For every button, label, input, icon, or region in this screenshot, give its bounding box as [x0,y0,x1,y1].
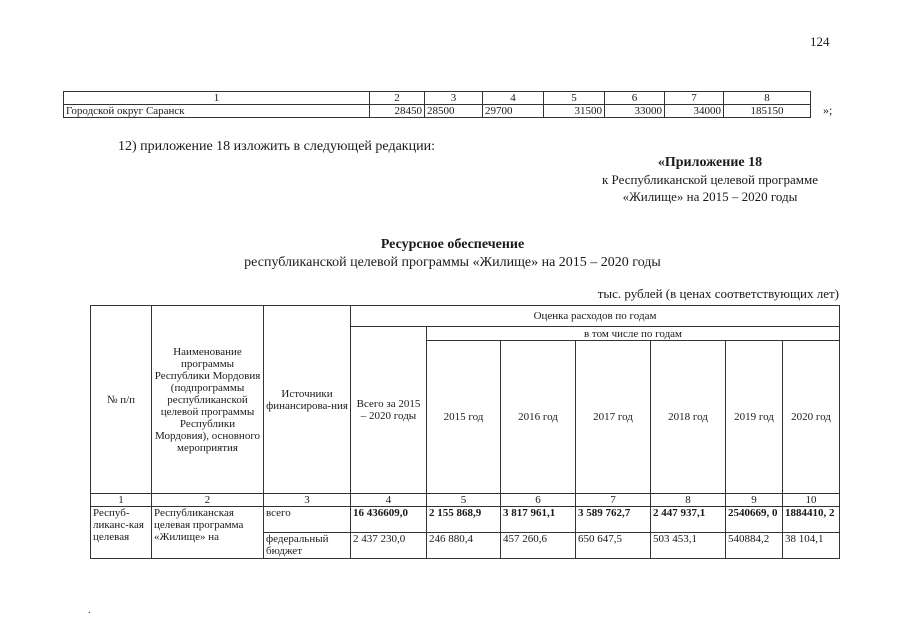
value-cell: 2 155 868,9 [427,507,501,533]
column-index: 8 [724,92,811,105]
table-header-row [91,306,840,327]
column-index: 6 [605,92,665,105]
value-cell: 2 447 937,1 [651,507,726,533]
value-cell: 540884,2 [726,533,783,559]
header-year: 2018 год [651,341,726,494]
column-index: 2 [152,494,264,507]
settlement-name: Городской округ Саранск [64,105,370,118]
appendix-title: «Приложение 18 [657,155,763,170]
header-source: Источники финансирова-ния [264,306,351,494]
table-cell: 185150 [724,105,811,118]
column-index: 1 [64,92,370,105]
resource-table [90,305,840,559]
table-row [91,507,840,533]
header-year: 2015 год [427,341,501,494]
value-cell: 457 260,6 [501,533,576,559]
header-name: Наименование программы Республики Мордовия (подпрограммы республиканской целевой программы Республики Мордовия), основного мероприятия [152,306,264,494]
table-cell: 33000 [605,105,665,118]
column-index: 4 [351,494,427,507]
value-total: 16 436609,0 [351,507,427,533]
table-cell: 34000 [665,105,724,118]
column-index: 7 [576,494,651,507]
heading-subtitle: республиканской целевой программы «Жилище» на 2015 – 2020 годы [244,255,661,270]
value-cell: 38 104,1 [783,533,840,559]
table-row [64,105,811,118]
value-cell: 3 817 961,1 [501,507,576,533]
column-index: 3 [264,494,351,507]
value-cell: 3 589 762,7 [576,507,651,533]
column-index: 1 [91,494,152,507]
closing-quote: »; [823,103,833,117]
value-cell: 1884410, 2 [783,507,840,533]
table-cell: 31500 [544,105,605,118]
row-np: Респуб-ликанс-кая целевая [91,507,152,559]
index-row [91,494,840,507]
column-index: 5 [427,494,501,507]
column-index: 6 [501,494,576,507]
header-year: 2016 год [501,341,576,494]
header-year: 2017 год [576,341,651,494]
footer-mark: . [88,605,91,616]
value-cell: 2540669, 0 [726,507,783,533]
header-total: Всего за 2015 – 2020 годы [351,327,427,494]
column-index: 8 [651,494,726,507]
column-index: 5 [544,92,605,105]
value-total: 2 437 230,0 [351,533,427,559]
instruction-text: 12) приложение 18 изложить в следующей редакции: [118,139,435,154]
table-cell: 29700 [483,105,544,118]
table-cell: 28450 [370,105,425,118]
header-np: № п/п [91,306,152,494]
header-year: 2020 год [783,341,840,494]
header-year: 2019 год [726,341,783,494]
appendix-line: к Республиканской целевой программе [601,172,818,187]
column-index: 2 [370,92,425,105]
row-name: Республиканская целевая программа «Жилище» на [152,507,264,559]
value-cell: 246 880,4 [427,533,501,559]
row-source: всего [264,507,351,533]
header-group: Оценка расходов по годам [351,306,840,327]
table-header-row [64,92,811,105]
column-index: 3 [425,92,483,105]
row-source: федеральный бюджет [264,533,351,559]
units-note: тыс. рублей (в ценах соответствующих лет) [597,286,839,301]
heading-title: Ресурсное обеспечение [380,237,525,252]
column-index: 4 [483,92,544,105]
page-number: 124 [810,34,830,49]
column-index: 10 [783,494,840,507]
document-heading [0,236,905,272]
column-index: 7 [665,92,724,105]
value-cell: 503 453,1 [651,533,726,559]
settlement-table [63,91,811,118]
column-index: 9 [726,494,783,507]
appendix-line: «Жилище» на 2015 – 2020 годы [622,189,798,204]
value-cell: 650 647,5 [576,533,651,559]
header-subgroup: в том числе по годам [427,327,840,341]
appendix-block [602,154,818,205]
table-cell: 28500 [425,105,483,118]
